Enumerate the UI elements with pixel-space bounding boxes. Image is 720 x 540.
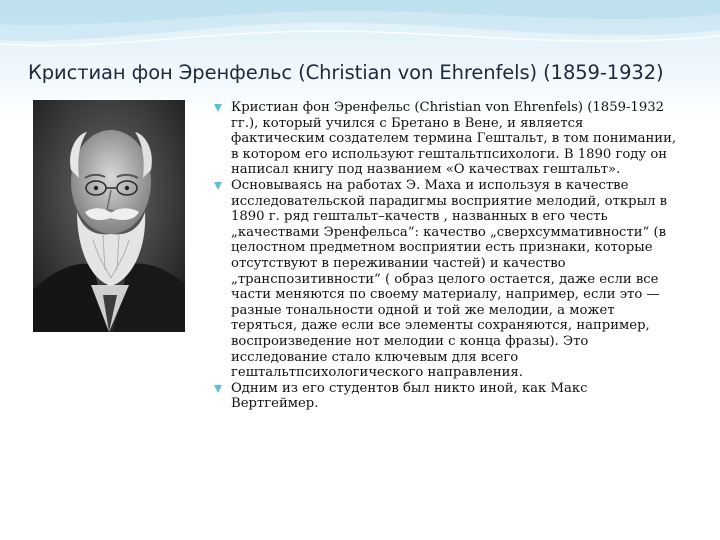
list-item [212, 100, 677, 178]
triangle-bullet-icon [214, 385, 222, 393]
triangle-bullet-icon [214, 182, 222, 190]
triangle-bullet-icon [214, 104, 222, 112]
portrait-photo [33, 100, 185, 332]
slide-title: Кристиан фон Эренфельс (Christian von Ehrenfels) (1859-1932) [28, 61, 664, 84]
list-item [212, 381, 677, 412]
bullet-list [212, 100, 677, 412]
bullet-text: Одним из его студентов был никто иной, как Макс Вертгеймер. [231, 380, 588, 412]
list-item [212, 178, 677, 381]
bullet-text: Основываясь на работах Э. Маха и используя в качестве исследовательской парадигмы восприятие мелодий, открыл в 1890 г. ряд гештальт–качеств , названных в его честь „качествами Эренфельса“: качество „сверхсуммативности“ (в целостном предметном восприятии есть признаки, которые отсутствуют в переживании частей) и качество „транспозитивности“ ( образ целого остается, даже если все части меняются по своему материалу, например, если это — разные тональности одной и той же мелодии, а может теряться, даже если все элементы сохраняются, например, воспроизведение нот мелодии с конца фразы). Это исследование стало ключевым для всего гештальтпсихологического направления. [231, 177, 668, 381]
bullet-text: Кристиан фон Эренфельс (Christian von Ehrenfels) (1859-1932 гг.), который учился с Бретано в Вене, и является фактическим создателем термина Гештальт, в том понимании, в котором его используют гештальтпсихологи. В 1890 году он написал книгу под названием «О качествах гештальт». [231, 100, 677, 178]
